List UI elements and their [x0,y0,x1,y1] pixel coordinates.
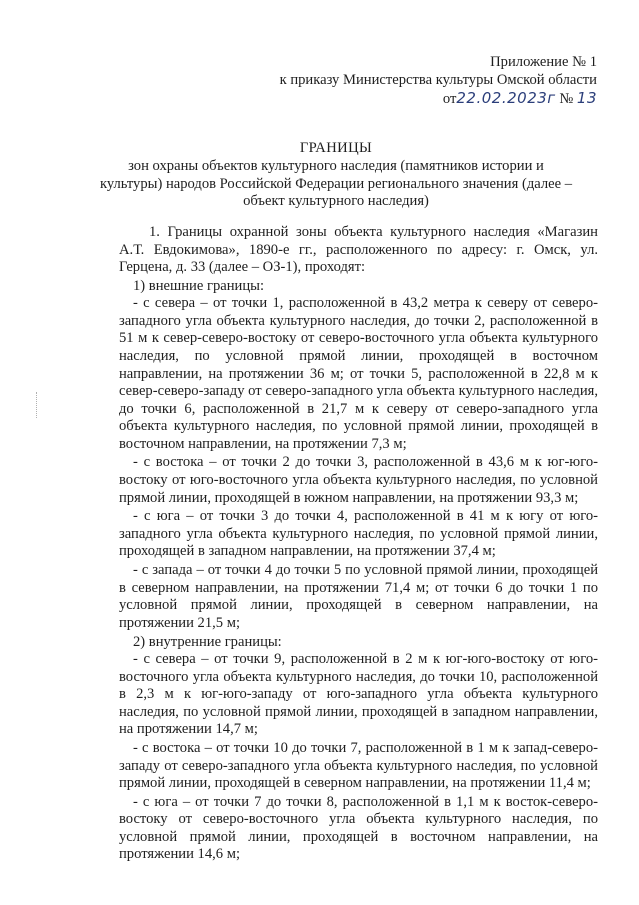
document-title [96,140,576,211]
paragraph-inner-east: - с востока – от точки 10 до точки 7, расположенной в 1 м к запад-северо-западу от северо-западного угла объекта культурного наследия, по условной прямой линии, проходящей в северном направлении, на протяжении 11,4 м; [119,739,598,792]
paragraph-intro: 1. Границы охранной зоны объекта культурного наследия «Магазин А.Т. Евдокимова», 1890-е гг., расположенного по адресу: г. Омск, ул. Герцена, д. 33 (далее – ОЗ-1), проходят: [119,224,598,276]
subheading-outer-boundaries: 1) внешние границы: [133,277,265,294]
date-prefix: от [442,91,457,107]
document-body [119,224,598,865]
margin-scan-mark [36,392,41,418]
paragraph-outer-north: - с севера – от точки 1, расположенной в 43,2 метра к северу от северо-западного угла объекта культурного наследия, до точки 2, расположенной в 51 м к север-северо-востоку от северо-восточного угла объекта культурного наследия, по условной прямой линии, проходящей в восточном направлении, на протяжении 36 м; от точки 5, расположенной в 22,8 м к север-северо-западу от северо-западного угла объекта культурного наследия, до точки 6, расположенной в 21,7 м к северу от северо-западного угла объекта культурного наследия, по условной прямой линии, проходящей в восточном направлении, на протяжении 7,3 м; [119,295,598,452]
order-reference: к приказу Министерства культуры Омской области [279,72,597,88]
handwritten-number: 13 [576,89,597,107]
paragraph-inner-south: - с юга – от точки 7 до точки 8, расположенной в 1,1 м к восток-северо-востоку от северо-восточного угла объекта культурного наследия, по условной прямой линии, проходящей в восточном направлении, на протяжении 14,6 м; [119,793,598,863]
appendix-header [280,53,597,108]
title-subtitle: зон охраны объектов культурного наследия (памятников истории и культуры) народов Российской Федерации регионального значения (далее – объект культурного наследия) [99,157,573,210]
paragraph-inner-north: - с севера – от точки 9, расположенной в 2 м к юг-юго-востоку от юго-восточного угла объекта культурного наследия, до точки 10, расположенной в 2,3 м к юг-юго-западу от юго-западного угла объекта культурного наследия, по условной прямой линии, проходящей в западном направлении, на протяжении 14,7 м; [119,651,598,738]
appendix-number: Приложение № 1 [490,54,597,70]
title-main: ГРАНИЦЫ [299,140,373,156]
number-prefix: № [559,91,574,107]
paragraph-outer-south: - с юга – от точки 3 до точки 4, расположенной в 41 м к югу от юго-западного угла объекта культурного наследия, по условной прямой линии, проходящей в западном направлении, на протяжении 37,4 м; [119,508,598,560]
paragraph-outer-east: - с востока – от точки 2 до точки 3, расположенной в 43,6 м к юг-юго-востоку от юго-восточного угла объекта культурного наследия, по условной прямой линии, проходящей в южном направлении, на протяжении 93,3 м; [119,454,598,506]
handwritten-date: 22.02.2023г [456,89,556,107]
subheading-inner-boundaries: 2) внутренние границы: [133,633,282,650]
order-date-number [280,89,597,108]
paragraph-outer-west: - с запада – от точки 4 до точки 5 по условной прямой линии, проходящей в северном направлении, на протяжении 71,4 м; от точки 6 до точки 1 по условной прямой линии, проходящей в северном направлении, на протяжении 21,5 м; [119,562,598,631]
